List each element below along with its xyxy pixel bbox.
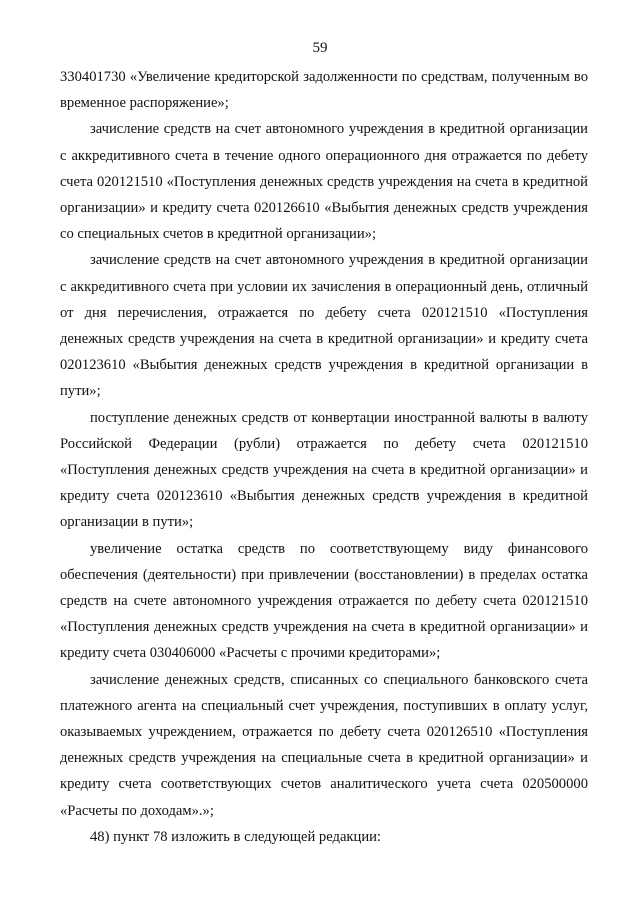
paragraph-5: увеличение остатка средств по соответствующему виду финансового обеспечения (деятельности) при привлечении (восстановлении) в пределах остатка средств на счете автономного учреждения отражается по дебету счета 020121510 «Поступления денежных средств учреждения на счета в кредитной организации» и кредиту счета 030406000 «Расчеты с прочими кредиторами»; (60, 540, 588, 662)
paragraph-3: зачисление средств на счет автономного учреждения в кредитной организации с аккредитивного счета при условии их зачисления в операционный день, отличный от дня перечисления, отражается по дебету счета 020121510 «Поступления денежных средств учреждения на счета в кредитной организации» и кредиту счета 020123610 «Выбытия денежных средств учреждения в кредитной организации в пути»; (60, 252, 588, 400)
paragraph-1: 330401730 «Увеличение кредиторской задолженности по средствам, полученным во временное распоряжение»; (60, 69, 588, 112)
paragraph-6: зачисление денежных средств, списанных со специального банковского счета платежного агента на специальный счет учреждения, поступивших в оплату услуг, оказываемых учреждением, отражается по дебету счета 020126510 «Поступления денежных средств учреждения на специальные счета в кредитной организации» и кредиту счета соответствующих счетов аналитического учета счета 020500000 «Расчеты по доходам».»; (60, 671, 588, 819)
page-number: 59 (312, 40, 328, 56)
paragraph-7: 48) пункт 78 изложить в следующей редакции: (90, 828, 381, 845)
paragraph-2: зачисление средств на счет автономного учреждения в кредитной организации с аккредитивного счета в течение одного операционного дня отражается по дебету счета 020121510 «Поступления денежных средств учреждения на счета в кредитной организации» и кредиту счета 020126610 «Выбытия денежных средств учреждения со специальных счетов в кредитной организации»; (60, 121, 588, 243)
paragraph-4: поступление денежных средств от конвертации иностранной валюты в валюту Российской Федерации (рубли) отражается по дебету счета 020121510 «Поступления денежных средств учреждения на счета в кредитной организации» и кредиту счета 020123610 «Выбытия денежных средств учреждения в кредитной организации в пути»; (60, 409, 588, 531)
document-body (60, 64, 588, 850)
